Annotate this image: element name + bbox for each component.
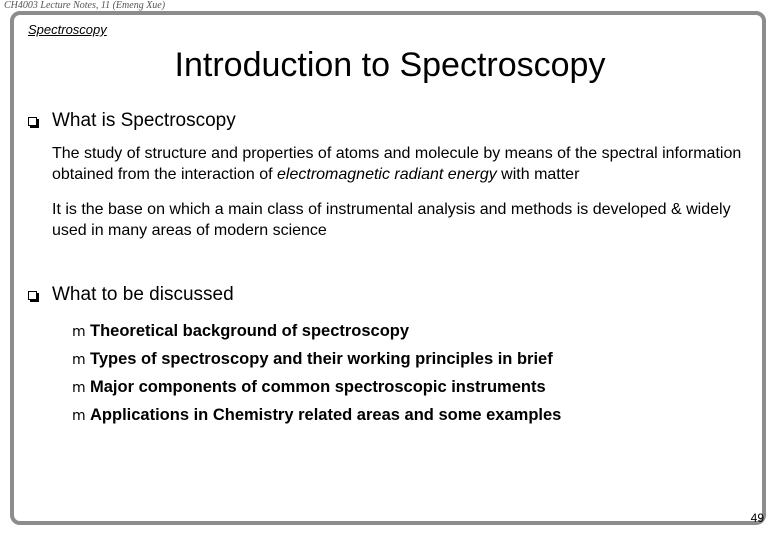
- question-heading-2: What to be discussed: [52, 284, 234, 305]
- list-item-text: Theoretical background of spectroscopy: [90, 322, 410, 340]
- question-heading-1: What is Spectroscopy: [52, 110, 236, 131]
- list-item: [72, 350, 553, 369]
- bullet-icon: m: [72, 324, 86, 340]
- page-number: 49: [750, 511, 764, 525]
- checkbox-bullet-icon: [28, 117, 37, 126]
- header-note: CH4003 Lecture Notes, 11 (Emeng Xue): [4, 0, 166, 11]
- list-item-text: Major components of common spectroscopic instruments: [90, 378, 546, 396]
- list-item: [72, 322, 409, 341]
- bullet-icon: m: [72, 352, 86, 368]
- slide-title: Introduction to Spectroscopy: [174, 46, 606, 84]
- list-item-text: Applications in Chemistry related areas and some examples: [90, 406, 562, 424]
- definition-paragraph: [52, 143, 752, 185]
- bullet-icon: m: [72, 380, 86, 396]
- slide-frame: [10, 11, 766, 525]
- checkbox-bullet-icon: [28, 291, 37, 300]
- base-paragraph: It is the base on which a main class of instrumental analysis and methods is developed & widely used in many areas of modern science: [52, 201, 731, 239]
- list-item-text: Types of spectroscopy and their working principles in brief: [90, 350, 553, 368]
- list-item: [72, 378, 546, 397]
- definition-emphasis: electromagnetic radiant energy: [277, 166, 497, 183]
- definition-text-end: with matter: [496, 166, 580, 183]
- section-tag: Spectroscopy: [28, 22, 107, 37]
- definition-text-start: The study of structure and properties of atoms and molecule by means of the spectral information obtained from the interaction of: [52, 145, 742, 183]
- bullet-icon: m: [72, 408, 86, 424]
- list-item: [72, 406, 561, 425]
